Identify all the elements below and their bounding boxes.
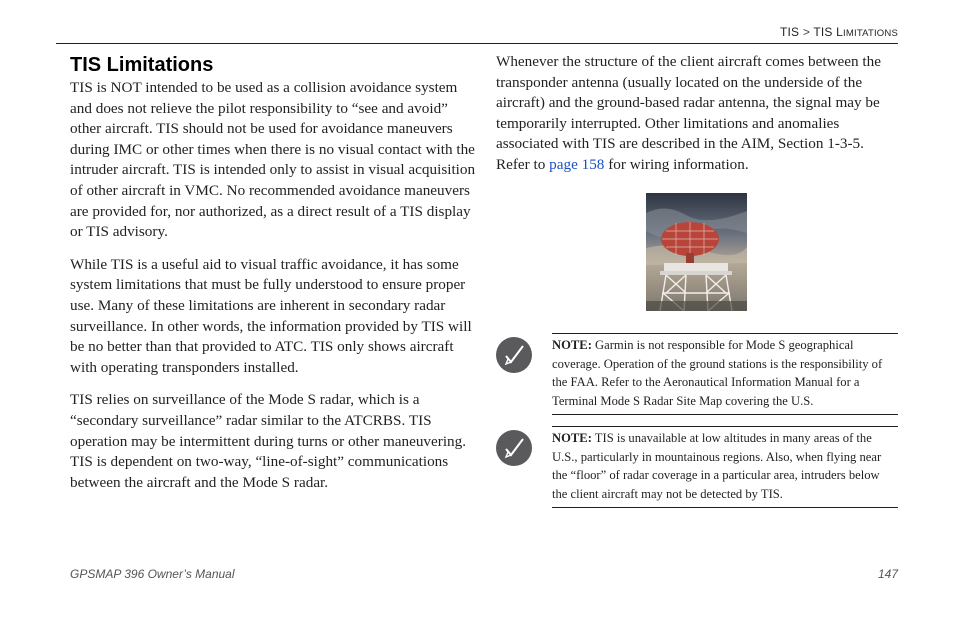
note-2-text [552, 426, 898, 508]
pencil-check-icon [496, 337, 532, 373]
running-head-separator: > [802, 25, 811, 39]
paragraph-2: While TIS is a useful aid to visual traffic avoidance, it has some system limitations that must be fully understood to ensure proper use. Many of these limitations are inherent in secondary radar surveillance. In other words, the information provided by TIS will be no better than that provided to ATC. TIS only shows aircraft with operating transponders installed. [70, 255, 472, 376]
footer-page-number: 147 [877, 567, 898, 581]
note-1-text [552, 333, 898, 415]
radar-photo-drawing [646, 193, 747, 311]
note-1-label: NOTE: [552, 338, 592, 352]
note-1-body: Garmin is not responsible for Mode S geographical coverage. Operation of the ground stations is the responsibility of the FAA. Refer to the Aeronautical Information Manual for a Terminal Mode S Radar Site Map covering the U.S. [552, 338, 883, 409]
paragraph-4-before: Whenever the structure of the client aircraft comes between the transponder antenna (usually located on the underside of the aircraft) and the ground-based radar antenna, the signal may be temporarily interrupted. Other limitations and anomalies associated with TIS are described in the AIM, Section 1-3-5. Refer to [496, 53, 881, 173]
note-2-body: TIS is unavailable at low altitudes in many areas of the U.S., particularly in mountainous regions. Also, when flying near the “floor” of radar coverage in a particular area, intruders below the client aircraft may not be detected by TIS. [552, 431, 882, 502]
right-column [496, 52, 901, 176]
running-head-topic-first: TIS L [813, 25, 844, 39]
running-head-section: TIS [779, 25, 800, 39]
left-column [70, 53, 480, 493]
pencil-check-icon [496, 430, 532, 466]
paragraph-4-after: for wiring information. [604, 155, 749, 173]
paragraph-4 [496, 52, 901, 176]
note-2-label: NOTE: [552, 431, 592, 445]
header-rule [56, 43, 898, 44]
page-158-link[interactable]: page 158 [549, 155, 605, 173]
paragraph-1: TIS is NOT intended to be used as a collision avoidance system and does not relieve the pilot responsibility to “see and avoid” other aircraft. TIS should not be used for avoidance maneuvers during IMC or other times when there is no visual contact with the intruder aircraft. TIS is intended only to assist in visual acquisition of other aircraft in VMC. No recommended avoidance maneuvers are provided for, nor authorized, as a direct result of a TIS display or TIS advisory. [70, 79, 476, 241]
radar-antenna-photo [646, 193, 747, 311]
page-title: TIS Limitations [70, 54, 214, 76]
footer-manual-title: GPSMAP 396 Owner’s Manual [70, 567, 235, 581]
paragraph-3: TIS relies on surveillance of the Mode S radar, which is a “secondary surveillance” radar similar to the ATCRBS. TIS operation may be intermittent during turns or other maneuvering. TIS is dependent on two-way, “line-of-sight” communications between the aircraft and the Mode S radar. [70, 391, 467, 491]
running-head [780, 25, 898, 39]
running-head-topic-rest: IMITATIONS [843, 28, 898, 39]
